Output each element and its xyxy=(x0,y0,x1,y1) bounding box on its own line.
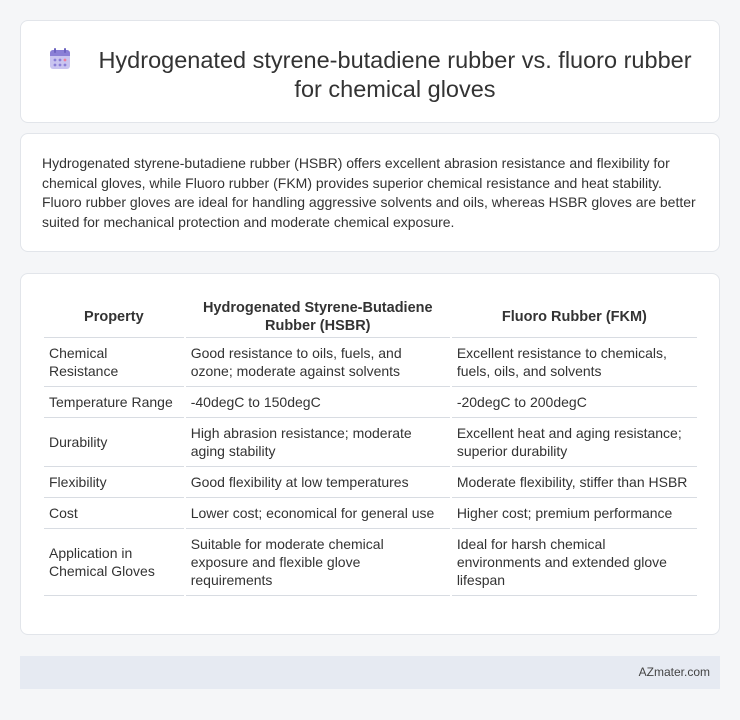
cell-property: Cost xyxy=(44,498,184,529)
cell-fkm: Higher cost; premium performance xyxy=(452,498,697,529)
intro-paragraph: Hydrogenated styrene-butadiene rubber (HSBR) offers excellent abrasion resistance and flexibility for chemical gloves, while Fluoro rubber (FKM) provides superior chemical resistance and heat stability. Fluoro rubber gloves are ideal for handling aggressive solvents and oils, whereas HSBR gloves are better suited for mechanical protection and moderate chemical exposure. xyxy=(42,155,696,230)
cell-fkm: Moderate flexibility, stiffer than HSBR xyxy=(452,467,697,498)
cell-hsbr: Suitable for moderate chemical exposure and flexible glove requirements xyxy=(186,529,450,596)
header-fkm: Fluoro Rubber (FKM) xyxy=(452,296,697,338)
footer-brand: AZmater.com xyxy=(638,665,710,679)
cell-fkm: Ideal for harsh chemical environments and extended glove lifespan xyxy=(452,529,697,596)
footer-bar xyxy=(20,656,720,689)
cell-fkm: -20degC to 200degC xyxy=(452,387,697,418)
table-row xyxy=(44,498,697,529)
header-hsbr: Hydrogenated Styrene-Butadiene Rubber (HSBR) xyxy=(186,296,450,338)
table-header-row xyxy=(44,296,697,338)
table-row xyxy=(44,387,697,418)
comparison-card xyxy=(20,273,720,635)
header-property: Property xyxy=(44,296,184,338)
comparison-table xyxy=(42,296,699,596)
table-row xyxy=(44,418,697,467)
cell-fkm: Excellent resistance to chemicals, fuels, oils, and solvents xyxy=(452,338,697,387)
cell-hsbr: Lower cost; economical for general use xyxy=(186,498,450,529)
title-card xyxy=(20,20,720,123)
cell-fkm: Excellent heat and aging resistance; superior durability xyxy=(452,418,697,467)
table-row xyxy=(44,529,697,596)
cell-hsbr: High abrasion resistance; moderate aging stability xyxy=(186,418,450,467)
cell-hsbr: Good resistance to oils, fuels, and ozone; moderate against solvents xyxy=(186,338,450,387)
cell-hsbr: -40degC to 150degC xyxy=(186,387,450,418)
cell-hsbr: Good flexibility at low temperatures xyxy=(186,467,450,498)
intro-card xyxy=(20,133,720,252)
cell-property: Durability xyxy=(44,418,184,467)
cell-property: Chemical Resistance xyxy=(44,338,184,387)
page-title: Hydrogenated styrene-butadiene rubber vs. fluoro rubber for chemical gloves xyxy=(98,47,692,102)
table-row xyxy=(44,467,697,498)
cell-property: Flexibility xyxy=(44,467,184,498)
table-row xyxy=(44,338,697,387)
cell-property: Temperature Range xyxy=(44,387,184,418)
cell-property: Application in Chemical Gloves xyxy=(44,529,184,596)
